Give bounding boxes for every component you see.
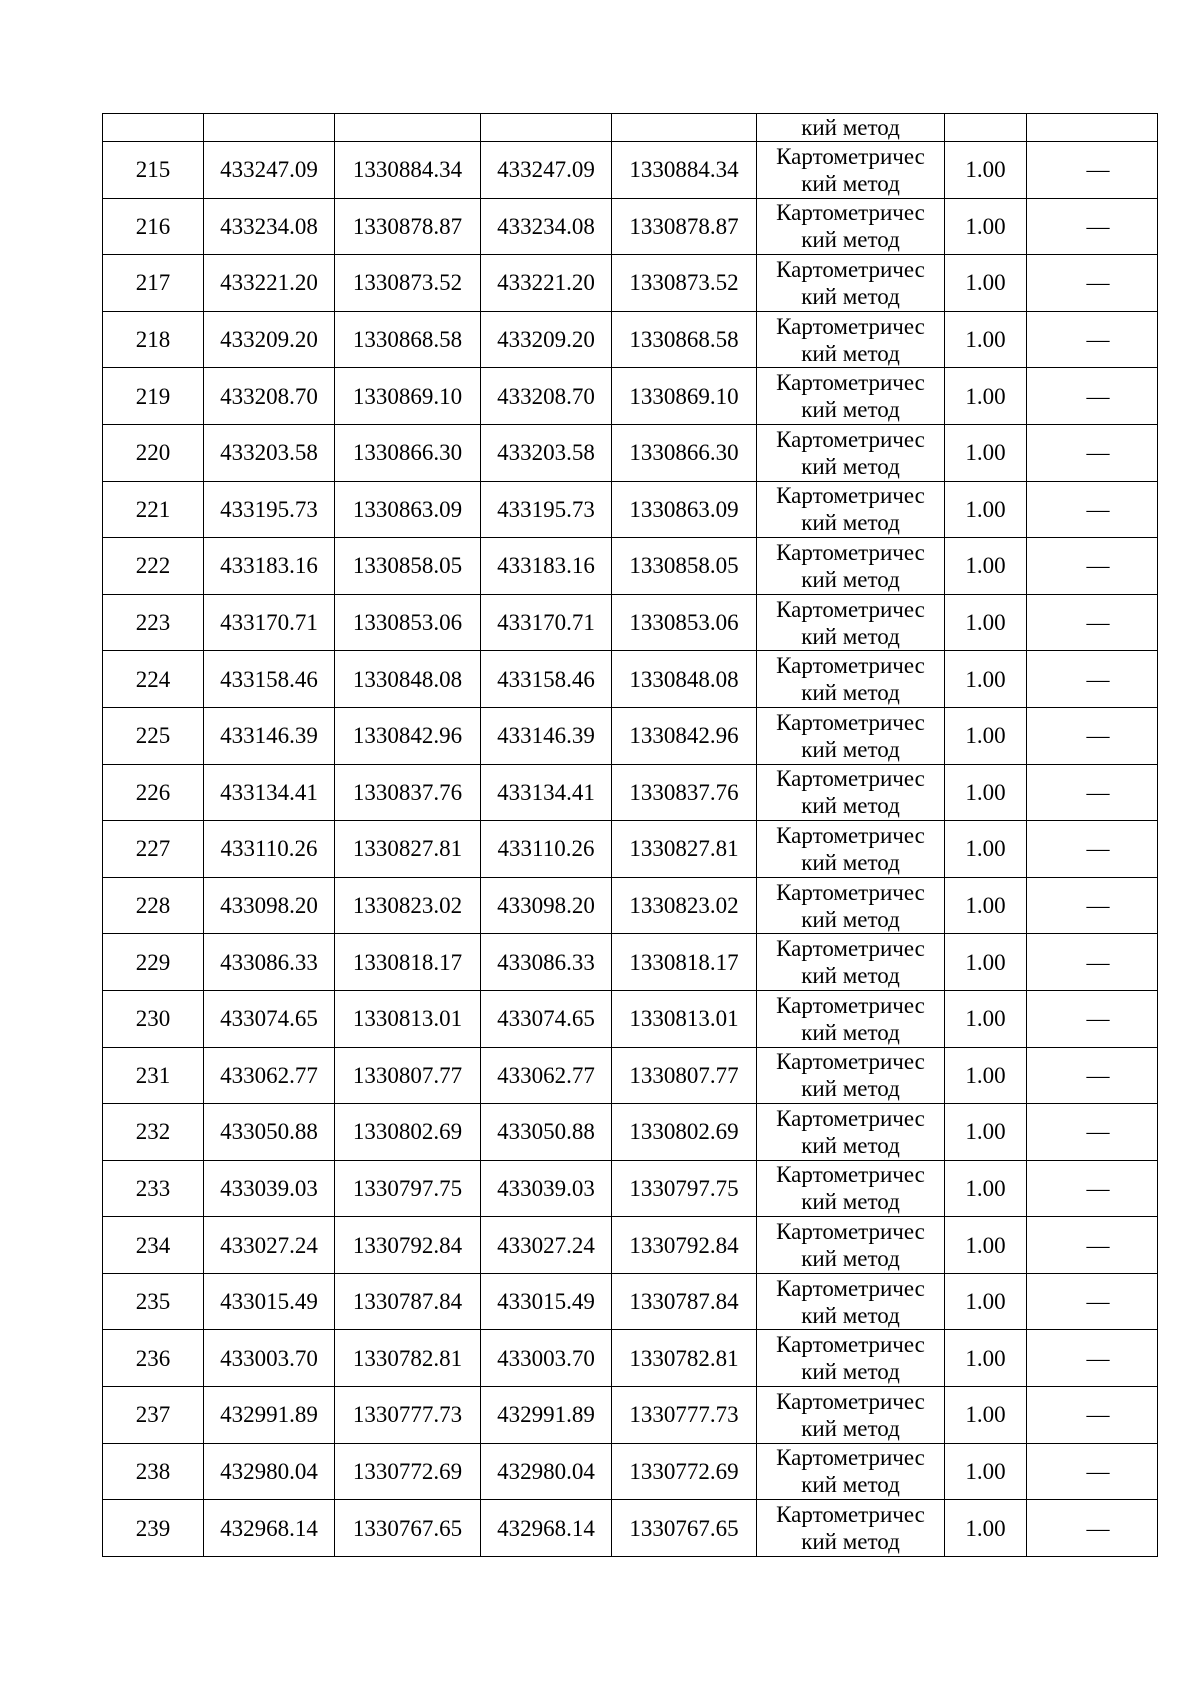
cell-x-existing: 433195.73 — [204, 481, 335, 538]
cell-x-refined: 433221.20 — [481, 255, 612, 312]
cell-x-existing: 433062.77 — [204, 1047, 335, 1104]
cell-x-existing: 433110.26 — [204, 821, 335, 878]
table-row-continued — [103, 114, 1158, 142]
method-line-1: Картометричес — [776, 1219, 925, 1245]
cell-point-number — [103, 114, 204, 142]
cell-method — [757, 311, 945, 368]
cell-note: — — [1027, 1047, 1158, 1104]
method-line-1: Картометричес — [776, 143, 925, 169]
cell-note: — — [1027, 764, 1158, 821]
cell-x-existing: 433146.39 — [204, 707, 335, 764]
cell-x-existing: 432980.04 — [204, 1443, 335, 1500]
table-row — [103, 1047, 1158, 1104]
cell-point-number: 226 — [103, 764, 204, 821]
cell-x-existing: 433209.20 — [204, 311, 335, 368]
cell-y-existing: 1330813.01 — [335, 990, 481, 1047]
table-row — [103, 594, 1158, 651]
method-line-2: кий метод — [801, 566, 900, 592]
cell-method — [757, 934, 945, 991]
cell-y-existing: 1330802.69 — [335, 1104, 481, 1161]
method-line-1: Картометричес — [776, 426, 925, 452]
table-row — [103, 424, 1158, 481]
cell-y-refined: 1330878.87 — [612, 198, 757, 255]
cell-x-refined: 432980.04 — [481, 1443, 612, 1500]
method-line-2: кий метод — [801, 1472, 900, 1498]
table-row — [103, 368, 1158, 425]
cell-note: — — [1027, 651, 1158, 708]
cell-point-number: 232 — [103, 1104, 204, 1161]
table-row — [103, 1160, 1158, 1217]
cell-method — [757, 481, 945, 538]
cell-y-existing: 1330868.58 — [335, 311, 481, 368]
cell-note: — — [1027, 594, 1158, 651]
cell-method — [757, 877, 945, 934]
cell-note: — — [1027, 1500, 1158, 1557]
cell-method — [757, 142, 945, 199]
cell-x-refined: 433158.46 — [481, 651, 612, 708]
cell-x-refined: 433098.20 — [481, 877, 612, 934]
method-line-2: кий метод — [801, 1132, 900, 1158]
cell-x-refined: 433183.16 — [481, 538, 612, 595]
cell-y-existing: 1330818.17 — [335, 934, 481, 991]
cell-note: — — [1027, 368, 1158, 425]
cell-method — [757, 424, 945, 481]
cell-point-number: 220 — [103, 424, 204, 481]
cell-y-existing: 1330873.52 — [335, 255, 481, 312]
method-line-1: Картометричес — [776, 653, 925, 679]
cell-note: — — [1027, 934, 1158, 991]
cell-method — [757, 1217, 945, 1274]
cell-point-number: 225 — [103, 707, 204, 764]
method-line-1: Картометричес — [776, 992, 925, 1018]
cell-y-existing: 1330878.87 — [335, 198, 481, 255]
cell-x-refined: 433209.20 — [481, 311, 612, 368]
cell-x-existing: 433203.58 — [204, 424, 335, 481]
method-line-1: Картометричес — [776, 1332, 925, 1358]
cell-point-number: 235 — [103, 1273, 204, 1330]
cell-x-refined: 433170.71 — [481, 594, 612, 651]
table-row — [103, 1104, 1158, 1161]
cell-x-existing: 433050.88 — [204, 1104, 335, 1161]
cell-y-existing: 1330787.84 — [335, 1273, 481, 1330]
cell-y-existing — [335, 114, 481, 142]
method-line-1: Картометричес — [776, 539, 925, 565]
cell-note: — — [1027, 311, 1158, 368]
cell-point-number: 219 — [103, 368, 204, 425]
cell-point-number: 224 — [103, 651, 204, 708]
cell-x-refined: 432991.89 — [481, 1387, 612, 1444]
cell-accuracy: 1.00 — [945, 707, 1027, 764]
method-line-1: Картометричес — [776, 313, 925, 339]
table-row — [103, 481, 1158, 538]
cell-y-existing: 1330807.77 — [335, 1047, 481, 1104]
cell-note: — — [1027, 821, 1158, 878]
cell-x-existing: 433027.24 — [204, 1217, 335, 1274]
cell-note: — — [1027, 424, 1158, 481]
cell-accuracy: 1.00 — [945, 311, 1027, 368]
cell-accuracy: 1.00 — [945, 1443, 1027, 1500]
cell-y-refined: 1330813.01 — [612, 990, 757, 1047]
cell-point-number: 222 — [103, 538, 204, 595]
cell-y-refined: 1330868.58 — [612, 311, 757, 368]
cell-accuracy: 1.00 — [945, 821, 1027, 878]
cell-y-refined — [612, 114, 757, 142]
cell-x-existing: 433221.20 — [204, 255, 335, 312]
cell-accuracy: 1.00 — [945, 1273, 1027, 1330]
method-line-1: Картометричес — [776, 879, 925, 905]
cell-x-existing: 433183.16 — [204, 538, 335, 595]
method-line-1: Картометричес — [776, 1502, 925, 1528]
cell-method — [757, 1160, 945, 1217]
method-line-1: Картометричес — [776, 1445, 925, 1471]
cell-x-existing: 432968.14 — [204, 1500, 335, 1557]
cell-accuracy: 1.00 — [945, 1047, 1027, 1104]
table-row — [103, 1387, 1158, 1444]
method-line-2: кий метод — [801, 397, 900, 423]
cell-method — [757, 1273, 945, 1330]
cell-y-refined: 1330777.73 — [612, 1387, 757, 1444]
method-line-1: Картометричес — [776, 596, 925, 622]
method-line-1: Картометричес — [776, 370, 925, 396]
cell-y-existing: 1330866.30 — [335, 424, 481, 481]
cell-x-existing: 433234.08 — [204, 198, 335, 255]
cell-method — [757, 1330, 945, 1387]
table-row — [103, 198, 1158, 255]
method-line-2: кий метод — [801, 340, 900, 366]
cell-y-refined: 1330818.17 — [612, 934, 757, 991]
cell-x-refined: 433027.24 — [481, 1217, 612, 1274]
cell-method — [757, 707, 945, 764]
cell-note: — — [1027, 142, 1158, 199]
cell-method — [757, 651, 945, 708]
cell-y-refined: 1330792.84 — [612, 1217, 757, 1274]
cell-x-existing: 433003.70 — [204, 1330, 335, 1387]
method-line-2: кий метод — [801, 1076, 900, 1102]
cell-x-refined: 433234.08 — [481, 198, 612, 255]
cell-y-refined: 1330797.75 — [612, 1160, 757, 1217]
cell-y-refined: 1330827.81 — [612, 821, 757, 878]
method-line-2: кий метод — [801, 510, 900, 536]
cell-y-existing: 1330842.96 — [335, 707, 481, 764]
cell-accuracy: 1.00 — [945, 538, 1027, 595]
method-line-2: кий метод — [801, 793, 900, 819]
cell-point-number: 230 — [103, 990, 204, 1047]
table-row — [103, 707, 1158, 764]
cell-accuracy: 1.00 — [945, 481, 1027, 538]
cell-x-refined: 433015.49 — [481, 1273, 612, 1330]
table-row — [103, 1273, 1158, 1330]
cell-point-number: 221 — [103, 481, 204, 538]
cell-accuracy: 1.00 — [945, 1330, 1027, 1387]
cell-x-refined: 432968.14 — [481, 1500, 612, 1557]
table-row — [103, 255, 1158, 312]
cell-point-number: 227 — [103, 821, 204, 878]
method-line-1: Картометричес — [776, 483, 925, 509]
method-line-1: Картометричес — [776, 1049, 925, 1075]
cell-x-refined: 433247.09 — [481, 142, 612, 199]
cell-y-refined: 1330873.52 — [612, 255, 757, 312]
cell-accuracy: 1.00 — [945, 877, 1027, 934]
method-line-1: Картометричес — [776, 1105, 925, 1131]
table-row — [103, 1330, 1158, 1387]
cell-y-refined: 1330884.34 — [612, 142, 757, 199]
cell-y-refined: 1330823.02 — [612, 877, 757, 934]
cell-accuracy: 1.00 — [945, 1500, 1027, 1557]
method-line-2: кий метод — [801, 623, 900, 649]
cell-y-refined: 1330866.30 — [612, 424, 757, 481]
cell-x-existing: 433170.71 — [204, 594, 335, 651]
cell-point-number: 234 — [103, 1217, 204, 1274]
cell-y-refined: 1330802.69 — [612, 1104, 757, 1161]
cell-method — [757, 1047, 945, 1104]
cell-x-refined: 433086.33 — [481, 934, 612, 991]
method-line-2: кий метод — [801, 1529, 900, 1555]
cell-x-refined: 433003.70 — [481, 1330, 612, 1387]
cell-x-refined — [481, 114, 612, 142]
method-line-1: Картометричес — [776, 256, 925, 282]
cell-method — [757, 368, 945, 425]
method-line-2: кий метод — [801, 1189, 900, 1215]
cell-method — [757, 538, 945, 595]
cell-note: — — [1027, 198, 1158, 255]
cell-point-number: 228 — [103, 877, 204, 934]
cell-accuracy: 1.00 — [945, 142, 1027, 199]
cell-y-refined: 1330858.05 — [612, 538, 757, 595]
cell-y-existing: 1330837.76 — [335, 764, 481, 821]
cell-y-refined: 1330767.65 — [612, 1500, 757, 1557]
cell-x-existing: 432991.89 — [204, 1387, 335, 1444]
cell-y-refined: 1330807.77 — [612, 1047, 757, 1104]
cell-y-existing: 1330823.02 — [335, 877, 481, 934]
cell-x-refined: 433208.70 — [481, 368, 612, 425]
cell-accuracy: 1.00 — [945, 651, 1027, 708]
method-line-2: кий метод — [801, 1246, 900, 1272]
cell-note: — — [1027, 707, 1158, 764]
cell-method — [757, 1104, 945, 1161]
method-line-2: кий метод — [801, 736, 900, 762]
cell-method — [757, 821, 945, 878]
cell-accuracy: 1.00 — [945, 1217, 1027, 1274]
cell-y-refined: 1330869.10 — [612, 368, 757, 425]
cell-y-existing: 1330884.34 — [335, 142, 481, 199]
table-row — [103, 1217, 1158, 1274]
cell-point-number: 231 — [103, 1047, 204, 1104]
method-line-2: кий метод — [801, 283, 900, 309]
cell-y-refined: 1330863.09 — [612, 481, 757, 538]
cell-x-refined: 433039.03 — [481, 1160, 612, 1217]
cell-x-existing: 433208.70 — [204, 368, 335, 425]
table-body — [103, 114, 1158, 1557]
cell-x-existing: 433134.41 — [204, 764, 335, 821]
cell-x-existing: 433158.46 — [204, 651, 335, 708]
cell-method — [757, 764, 945, 821]
cell-y-existing: 1330869.10 — [335, 368, 481, 425]
cell-note: — — [1027, 1273, 1158, 1330]
cell-accuracy: 1.00 — [945, 990, 1027, 1047]
cell-x-refined: 433134.41 — [481, 764, 612, 821]
cell-accuracy: 1.00 — [945, 198, 1027, 255]
cell-point-number: 233 — [103, 1160, 204, 1217]
table-row — [103, 877, 1158, 934]
cell-y-existing: 1330858.05 — [335, 538, 481, 595]
cell-x-existing: 433098.20 — [204, 877, 335, 934]
cell-x-refined: 433195.73 — [481, 481, 612, 538]
cell-x-refined: 433110.26 — [481, 821, 612, 878]
cell-accuracy: 1.00 — [945, 1104, 1027, 1161]
method-line-1: Картометричес — [776, 1275, 925, 1301]
method-line-2: кий метод — [801, 963, 900, 989]
method-line-2: кий метод — [801, 849, 900, 875]
cell-y-refined: 1330787.84 — [612, 1273, 757, 1330]
cell-note: — — [1027, 1443, 1158, 1500]
cell-accuracy: 1.00 — [945, 594, 1027, 651]
cell-x-existing: 433015.49 — [204, 1273, 335, 1330]
cell-accuracy: 1.00 — [945, 764, 1027, 821]
cell-accuracy: 1.00 — [945, 934, 1027, 991]
cell-x-existing: 433074.65 — [204, 990, 335, 1047]
cell-y-existing: 1330853.06 — [335, 594, 481, 651]
cell-x-existing — [204, 114, 335, 142]
cell-y-existing: 1330772.69 — [335, 1443, 481, 1500]
cell-y-existing: 1330797.75 — [335, 1160, 481, 1217]
method-line-2: кий метод — [801, 680, 900, 706]
coordinates-table — [102, 113, 1158, 1557]
cell-point-number: 216 — [103, 198, 204, 255]
cell-y-existing: 1330767.65 — [335, 1500, 481, 1557]
cell-y-refined: 1330848.08 — [612, 651, 757, 708]
cell-point-number: 236 — [103, 1330, 204, 1387]
table-row — [103, 651, 1158, 708]
cell-accuracy: 1.00 — [945, 424, 1027, 481]
cell-note — [1027, 114, 1158, 142]
cell-method — [757, 990, 945, 1047]
cell-note: — — [1027, 1217, 1158, 1274]
cell-x-refined: 433062.77 — [481, 1047, 612, 1104]
cell-note: — — [1027, 990, 1158, 1047]
method-line-1: Картометричес — [776, 766, 925, 792]
cell-method: кий метод — [757, 114, 945, 142]
cell-x-existing: 433039.03 — [204, 1160, 335, 1217]
cell-note: — — [1027, 1330, 1158, 1387]
method-line-2: кий метод — [801, 1302, 900, 1328]
cell-method — [757, 594, 945, 651]
table-row — [103, 538, 1158, 595]
cell-method — [757, 1443, 945, 1500]
cell-y-refined: 1330782.81 — [612, 1330, 757, 1387]
cell-y-refined: 1330772.69 — [612, 1443, 757, 1500]
cell-method — [757, 198, 945, 255]
cell-point-number: 238 — [103, 1443, 204, 1500]
cell-x-existing: 433247.09 — [204, 142, 335, 199]
cell-note: — — [1027, 1160, 1158, 1217]
cell-note: — — [1027, 255, 1158, 312]
cell-accuracy: 1.00 — [945, 255, 1027, 312]
cell-note: — — [1027, 877, 1158, 934]
table-row — [103, 142, 1158, 199]
method-line-1: Картометричес — [776, 1162, 925, 1188]
cell-point-number: 218 — [103, 311, 204, 368]
cell-x-refined: 433074.65 — [481, 990, 612, 1047]
table-row — [103, 1443, 1158, 1500]
table-row — [103, 1500, 1158, 1557]
cell-method — [757, 1387, 945, 1444]
cell-y-refined: 1330837.76 — [612, 764, 757, 821]
cell-accuracy — [945, 114, 1027, 142]
method-line-1: Картометричес — [776, 1388, 925, 1414]
cell-method — [757, 255, 945, 312]
cell-y-existing: 1330827.81 — [335, 821, 481, 878]
cell-method — [757, 1500, 945, 1557]
cell-point-number: 229 — [103, 934, 204, 991]
table-row — [103, 311, 1158, 368]
cell-point-number: 215 — [103, 142, 204, 199]
cell-point-number: 239 — [103, 1500, 204, 1557]
cell-x-refined: 433050.88 — [481, 1104, 612, 1161]
cell-y-existing: 1330848.08 — [335, 651, 481, 708]
cell-y-existing: 1330792.84 — [335, 1217, 481, 1274]
method-line-2: кий метод — [801, 1019, 900, 1045]
method-line-2: кий метод — [801, 1359, 900, 1385]
cell-accuracy: 1.00 — [945, 368, 1027, 425]
cell-accuracy: 1.00 — [945, 1387, 1027, 1444]
cell-note: — — [1027, 1387, 1158, 1444]
cell-accuracy: 1.00 — [945, 1160, 1027, 1217]
cell-point-number: 217 — [103, 255, 204, 312]
cell-x-refined: 433146.39 — [481, 707, 612, 764]
method-line-2: кий метод — [801, 906, 900, 932]
cell-y-existing: 1330782.81 — [335, 1330, 481, 1387]
method-line-1: Картометричес — [776, 822, 925, 848]
cell-y-refined: 1330842.96 — [612, 707, 757, 764]
table-row — [103, 821, 1158, 878]
method-line-1: Картометричес — [776, 200, 925, 226]
cell-y-existing: 1330863.09 — [335, 481, 481, 538]
cell-point-number: 237 — [103, 1387, 204, 1444]
cell-note: — — [1027, 481, 1158, 538]
method-line-2: кий метод — [801, 170, 900, 196]
method-line-2: кий метод — [801, 453, 900, 479]
method-line-2: кий метод — [801, 227, 900, 253]
method-line-2: кий метод — [801, 1415, 900, 1441]
cell-y-existing: 1330777.73 — [335, 1387, 481, 1444]
cell-x-refined: 433203.58 — [481, 424, 612, 481]
table-row — [103, 990, 1158, 1047]
cell-note: — — [1027, 538, 1158, 595]
cell-x-existing: 433086.33 — [204, 934, 335, 991]
cell-y-refined: 1330853.06 — [612, 594, 757, 651]
cell-point-number: 223 — [103, 594, 204, 651]
table-row — [103, 934, 1158, 991]
method-line-1: Картометричес — [776, 709, 925, 735]
method-line-1: Картометричес — [776, 936, 925, 962]
cell-note: — — [1027, 1104, 1158, 1161]
table-row — [103, 764, 1158, 821]
